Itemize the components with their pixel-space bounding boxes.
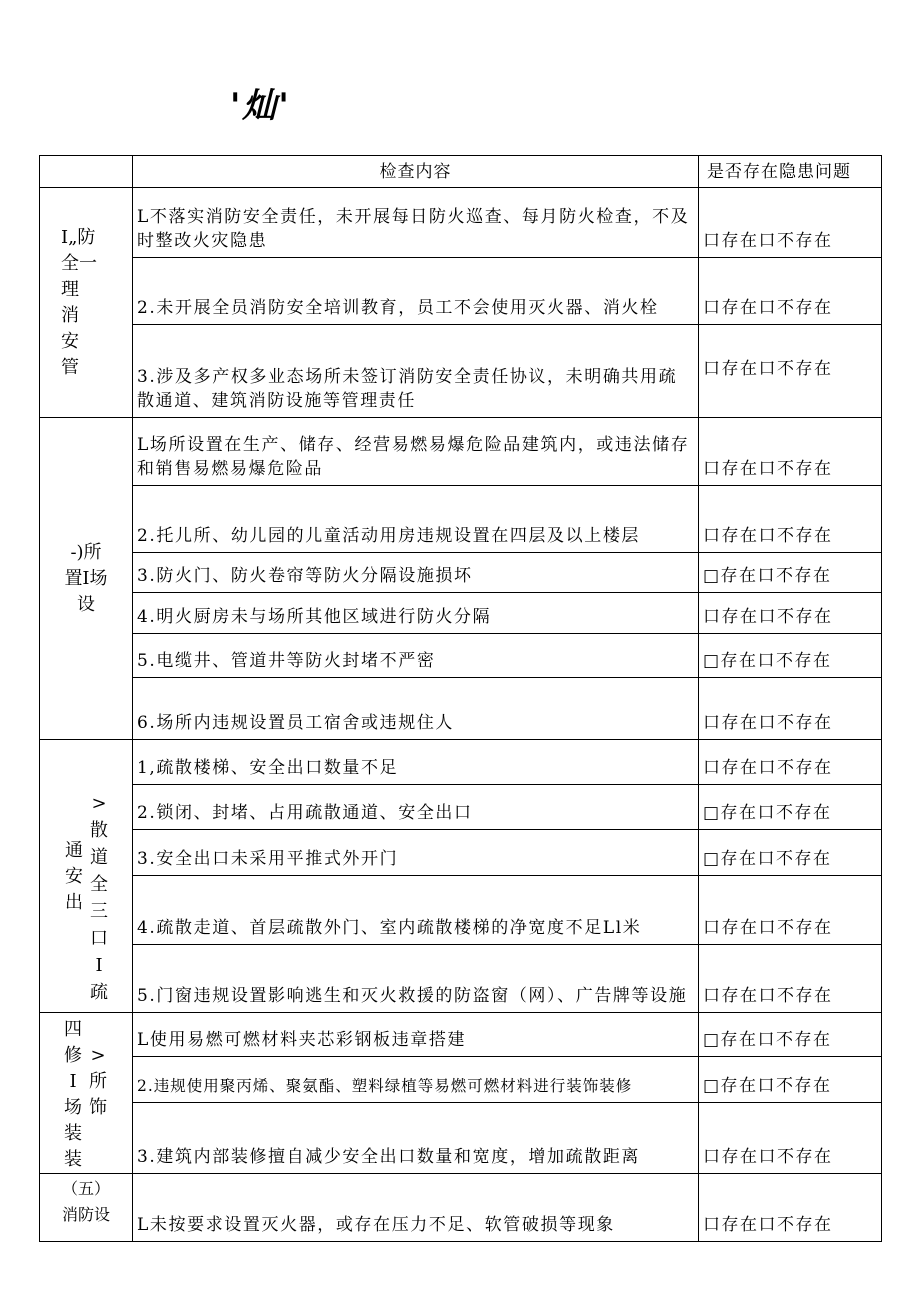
status-checkbox-cell[interactable]: 口存在口不存在: [699, 325, 882, 418]
status-checkbox-cell[interactable]: □存在口不存在: [699, 553, 882, 593]
category-label-b: 通安出: [65, 840, 83, 913]
table-cell-item: 2.违规使用聚丙烯、聚氨酯、塑料绿植等易燃可燃材料进行装饰装修: [133, 1057, 699, 1102]
status-checkbox-cell[interactable]: 口存在口不存在: [699, 1174, 882, 1242]
category-label-a: >散道全三口I疏: [90, 793, 108, 1003]
status-checkbox-cell[interactable]: 口存在口不存在: [699, 876, 882, 945]
page-title: '灿': [230, 86, 291, 126]
category-label-a: -)所置I场设: [64, 541, 108, 615]
category-label-b: 消防设: [61, 1205, 110, 1224]
table-cell-item: 3.安全出口未采用平推式外开门: [133, 830, 699, 876]
table-row: [40, 876, 882, 945]
status-checkbox-cell[interactable]: □存在口不存在: [699, 1057, 882, 1102]
table-cell-item: L场所设置在生产、储存、经营易燃易爆危险品建筑内，或违法储存和销售易燃易爆危险品: [133, 418, 699, 486]
table-row: [40, 634, 882, 678]
status-checkbox-cell[interactable]: 口存在口不存在: [699, 678, 882, 740]
table-cell-item: 5.电缆井、管道井等防火封堵不严密: [133, 634, 699, 678]
table-cell-item: 4.明火厨房未与场所其他区域进行防火分隔: [133, 593, 699, 634]
table-cell-item: 4.疏散走道、首层疏散外门、室内疏散楼梯的净宽度不足Ll米: [133, 876, 699, 945]
status-checkbox-cell[interactable]: 口存在口不存在: [699, 258, 882, 325]
inspection-table: [39, 155, 882, 1242]
status-checkbox-cell[interactable]: 口存在口不存在: [699, 486, 882, 553]
table-cell-item: 2.未开展全员消防安全培训教育，员工不会使用灭火器、消火栓: [133, 258, 699, 325]
table-row: [40, 325, 882, 418]
status-checkbox-cell[interactable]: □存在口不存在: [699, 1013, 882, 1057]
category-cell: [40, 418, 133, 740]
category-label-a: （五）: [61, 1179, 110, 1198]
status-checkbox-cell[interactable]: 口存在口不存在: [699, 188, 882, 258]
table-row: [40, 418, 882, 486]
table-row: [40, 258, 882, 325]
status-checkbox-cell[interactable]: □存在口不存在: [699, 634, 882, 678]
table-row: [40, 785, 882, 830]
header-status: 是否存在隐患问题: [699, 156, 882, 188]
table-row: [40, 486, 882, 553]
category-cell: [40, 1013, 133, 1174]
table-cell-item: L不落实消防安全责任，未开展每日防火巡查、每月防火检查，不及时整改火灾隐患: [133, 188, 699, 258]
table-cell-item: 3.涉及多产权多业态场所未签订消防安全责任协议，未明确共用疏散通道、建筑消防设施等管理责任: [133, 325, 699, 418]
table-row: [40, 740, 882, 785]
category-label-a: 四修I场装装: [64, 1019, 82, 1170]
header-content: 检查内容: [133, 156, 699, 188]
category-label-a: I„防全一理: [61, 226, 97, 300]
status-checkbox-cell[interactable]: 口存在口不存在: [699, 1102, 882, 1173]
status-checkbox-cell[interactable]: 口存在口不存在: [699, 418, 882, 486]
table-row: [40, 553, 882, 593]
table-row: [40, 945, 882, 1013]
table-cell-item: L未按要求设置灭火器，或存在压力不足、软管破损等现象: [133, 1174, 699, 1242]
category-label-b: >所饰: [89, 1045, 107, 1118]
table-row: [40, 1013, 882, 1057]
table-row: [40, 1174, 882, 1242]
category-cell: [40, 188, 133, 418]
table-cell-item: L使用易燃可燃材料夹芯彩钢板违章搭建: [133, 1013, 699, 1057]
table-row: [40, 188, 882, 258]
table-cell-item: 1,疏散楼梯、安全出口数量不足: [133, 740, 699, 785]
status-checkbox-cell[interactable]: 口存在口不存在: [699, 740, 882, 785]
table-cell-item: 2.锁闭、封堵、占用疏散通道、安全出口: [133, 785, 699, 830]
category-cell: [40, 1174, 133, 1242]
table-row: [40, 593, 882, 634]
table-row: [40, 1102, 882, 1173]
table-cell-item: 2.托儿所、幼儿园的儿童活动用房违规设置在四层及以上楼层: [133, 486, 699, 553]
status-checkbox-cell[interactable]: □存在口不存在: [699, 785, 882, 830]
header-category: [40, 156, 133, 188]
table-row: [40, 1057, 882, 1102]
table-cell-item: 6.场所内违规设置员工宿舍或违规住人: [133, 678, 699, 740]
table-row: [40, 678, 882, 740]
category-cell: [40, 740, 133, 1013]
table-row: [40, 830, 882, 876]
category-label-b: 消安管: [61, 304, 79, 378]
status-checkbox-cell[interactable]: 口存在口不存在: [699, 593, 882, 634]
status-checkbox-cell[interactable]: □存在口不存在: [699, 830, 882, 876]
table-cell-item: 3.防火门、防火卷帘等防火分隔设施损坏: [133, 553, 699, 593]
status-checkbox-cell[interactable]: 口存在口不存在: [699, 945, 882, 1013]
table-cell-item: 3.建筑内部装修擅自减少安全出口数量和宽度，增加疏散距离: [133, 1102, 699, 1173]
table-header-row: [40, 156, 882, 188]
table-cell-item: 5.门窗违规设置影响逃生和灭火救援的防盗窗（网）、广告牌等设施: [133, 945, 699, 1013]
